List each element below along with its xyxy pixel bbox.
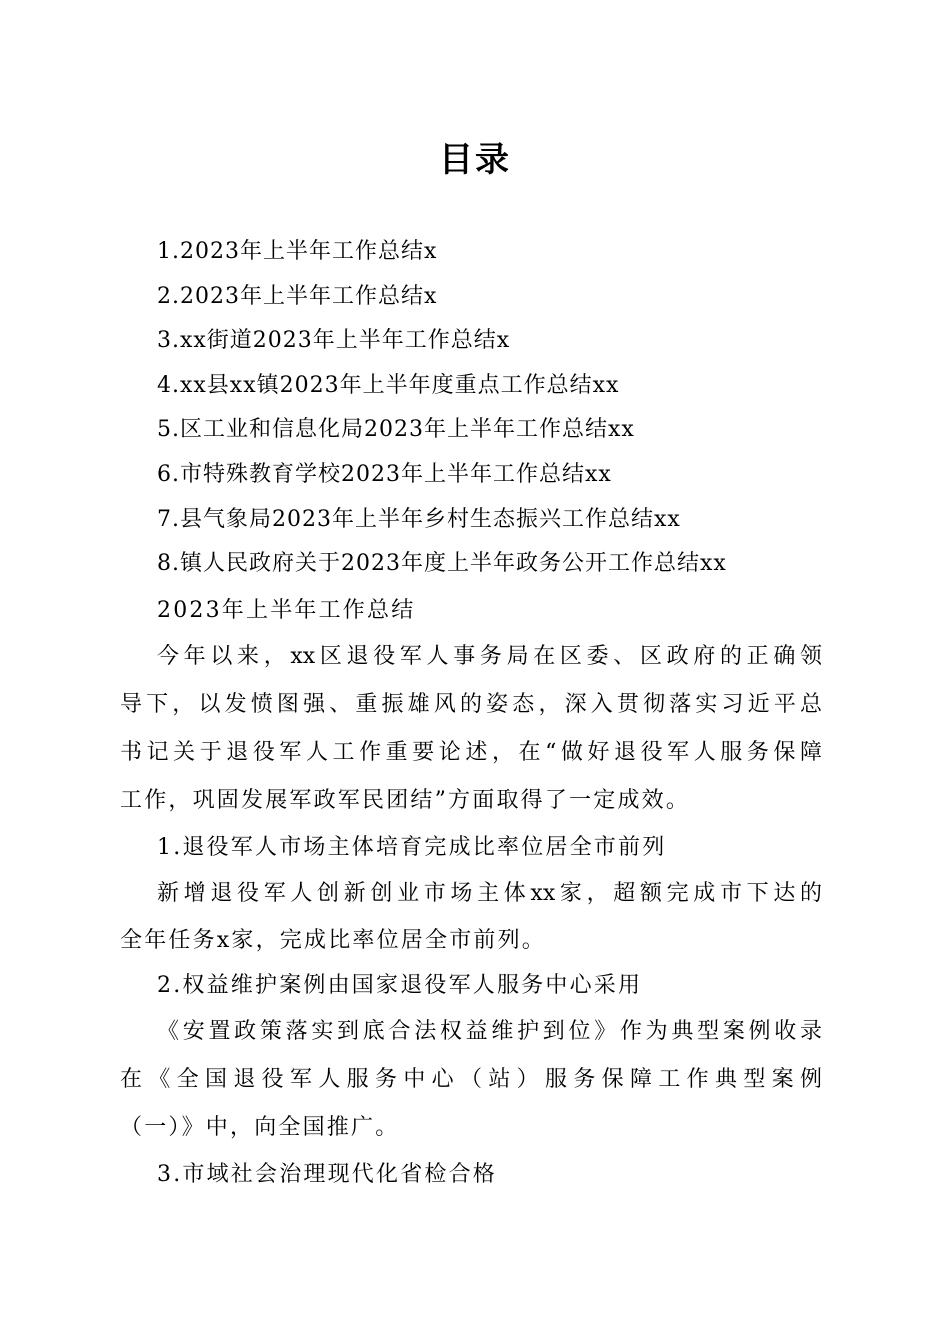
table-of-contents	[157, 230, 837, 587]
paragraph-line: （一）》中，向全国推广。	[120, 1115, 400, 1140]
section-paragraph	[120, 1008, 822, 1152]
paragraph-line: 新增退役军人创新创业市场主体xx家，超额完成市下达的	[157, 881, 822, 906]
toc-item: 3.xx街道2023年上半年工作总结x	[157, 328, 511, 354]
paragraph-line: 全年任务x家，完成比率位居全市前列。	[120, 928, 547, 953]
paragraph-line: 工作，巩固发展军政军民团结”方面取得了一定成效。	[120, 788, 691, 813]
toc-item: 1.2023年上半年工作总结x	[157, 239, 438, 264]
page-title: 目录	[439, 140, 511, 180]
document-title: 2023年上半年工作总结	[157, 598, 416, 623]
toc-item: 8.镇人民政府关于2023年度上半年政务公开工作总结xx	[157, 551, 727, 577]
toc-item: 5.区工业和信息化局2023年上半年工作总结xx	[157, 417, 635, 443]
toc-item: 2.2023年上半年工作总结x	[157, 283, 438, 309]
document-body	[120, 588, 822, 1197]
paragraph-line: 在《全国退役军人服务中心（站）服务保障工作典型案例	[120, 1067, 822, 1092]
toc-item: 7.县气象局2023年上半年乡村生态振兴工作总结xx	[157, 506, 681, 532]
intro-paragraph	[120, 633, 822, 825]
paragraph-line: 《安置政策落实到底合法权益维护到位》作为典型案例收录	[157, 1019, 822, 1044]
paragraph-line: 导下，以发愤图强、重振雄风的姿态，深入贯彻落实习近平总	[120, 692, 822, 717]
section-heading: 2.权益维护案例由国家退役军人服务中心采用	[157, 973, 643, 998]
section-heading: 1.退役军人市场主体培育完成比率位居全市前列	[157, 835, 667, 860]
toc-item: 6.市特殊教育学校2023年上半年工作总结xx	[157, 461, 612, 487]
section-heading: 3.市域社会治理现代化省检合格	[157, 1162, 497, 1187]
paragraph-line: 书记关于退役军人工作重要论述，在“做好退役军人服务保障	[120, 740, 822, 765]
toc-item: 4.xx县xx镇2023年上半年度重点工作总结xx	[157, 372, 620, 398]
paragraph-line: 今年以来，xx区退役军人事务局在区委、区政府的正确领	[157, 644, 822, 669]
section-paragraph	[120, 870, 822, 963]
